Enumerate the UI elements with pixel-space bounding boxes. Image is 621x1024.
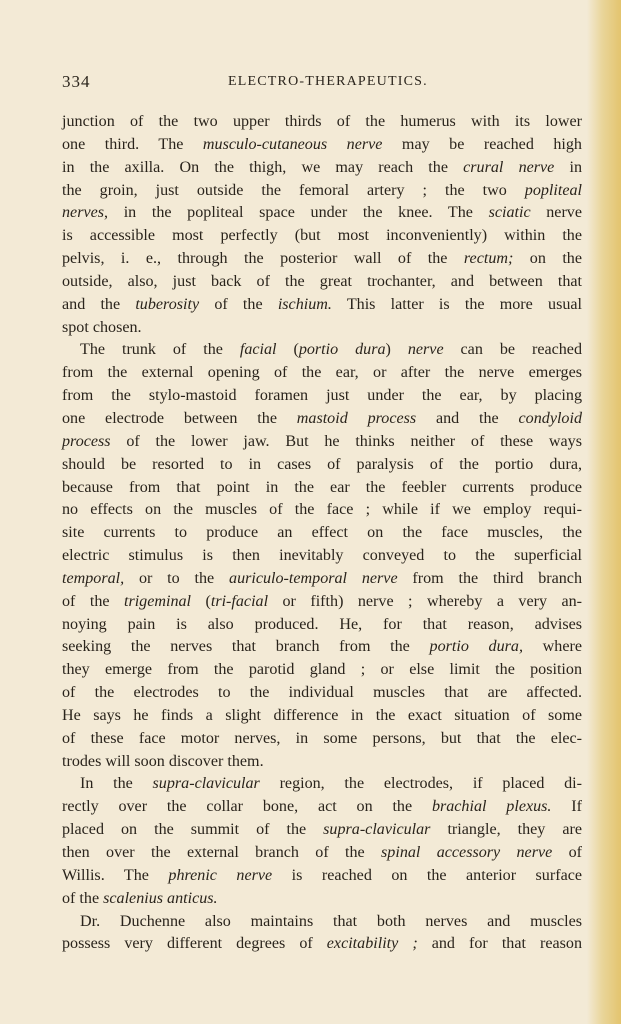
italic-term: condyloid [518, 409, 582, 427]
text-segment: spot chosen. [62, 318, 142, 336]
text-segment: in [554, 158, 583, 176]
text-line [62, 682, 582, 705]
text-segment: placed on the summit of the [62, 821, 324, 839]
text-segment: in the axilla. On the thigh, we may reach the [62, 158, 464, 176]
text-line [62, 454, 582, 477]
italic-term: crural nerve [463, 158, 555, 176]
text-segment: on the [513, 250, 582, 268]
italic-term: tri-facial [210, 592, 269, 610]
text-segment: and the [62, 295, 136, 313]
italic-term: ischium. [277, 295, 332, 313]
italic-term: trigeminal [123, 592, 192, 610]
text-line [62, 773, 582, 796]
text-segment: nerve [530, 204, 583, 222]
text-line [62, 728, 582, 751]
italic-term: brachial plexus. [431, 798, 552, 816]
italic-term: scalenius anticus. [103, 889, 218, 907]
italic-term: sciatic [488, 204, 531, 222]
italic-term: musculo-cutaneous nerve [202, 135, 383, 153]
text-segment: from the stylo-mastoid foramen just under the ear, by placing [62, 387, 582, 405]
text-segment: This latter is the more usual [331, 295, 582, 313]
italic-term: mastoid process [296, 409, 417, 427]
text-segment: one third. The [62, 135, 203, 153]
italic-term: phrenic nerve [168, 866, 273, 884]
text-segment: or to the [124, 569, 230, 587]
text-segment: possess very different degrees of [62, 935, 327, 953]
italic-term: popliteal [524, 181, 582, 199]
text-segment: of the lower jaw. But he thinks neither of these ways [110, 432, 582, 450]
italic-term: process [62, 432, 111, 450]
text-segment: no effects on the muscles of the face ; while if we employ requi- [62, 501, 582, 519]
text-segment: of the [62, 592, 124, 610]
italic-term: portio dura, [429, 638, 523, 656]
text-segment: , in the popliteal space under the knee. The [104, 204, 489, 222]
text-line [62, 339, 582, 362]
text-segment: of the [199, 295, 278, 313]
text-line [62, 545, 582, 568]
text-line [62, 317, 582, 340]
text-segment: and for that reason [417, 935, 583, 953]
text-segment: they emerge from the parotid gland ; or else limit the position [62, 661, 582, 679]
text-line [62, 294, 582, 317]
page-edge-shading [587, 0, 621, 1024]
running-head: ELECTRO-THERAPEUTICS. [228, 74, 428, 89]
text-segment: Willis. The [62, 866, 169, 884]
text-line [62, 636, 582, 659]
text-segment: pelvis, i. e., through the posterior wall of the [62, 250, 464, 268]
text-line [62, 385, 582, 408]
text-segment: If [551, 798, 582, 816]
text-segment: seeking the nerves that branch from the [62, 638, 430, 656]
text-line [62, 362, 582, 385]
text-line [62, 271, 582, 294]
italic-term: excitability ; [326, 935, 418, 953]
page-header [62, 72, 572, 94]
italic-term: supra-clavicular [152, 775, 260, 793]
text-line [62, 180, 582, 203]
text-segment: is accessible most perfectly (but most inconveniently) within the [62, 227, 582, 245]
text-segment: can be reached [443, 341, 582, 359]
page-number: 334 [62, 72, 91, 91]
text-segment: ( [191, 592, 211, 610]
text-line [62, 134, 582, 157]
italic-term: spinal accessory nerve [381, 844, 553, 861]
text-segment: trodes will soon discover them. [62, 752, 264, 770]
text-segment: Dr. Duchenne also maintains that both nerves and muscles [80, 912, 582, 930]
text-segment: The trunk of the [80, 341, 240, 359]
text-segment: and the [416, 409, 519, 427]
text-segment: ( [276, 341, 299, 359]
text-segment: rectly over the collar bone, act on the [62, 798, 432, 816]
text-line [62, 842, 582, 865]
text-line [62, 157, 582, 180]
text-segment: of these face motor nerves, in some persons, but that the elec- [62, 729, 582, 747]
italic-term: temporal, [62, 569, 125, 587]
text-line [62, 705, 582, 728]
text-segment: then over the external branch of the [62, 844, 382, 861]
italic-term: tuberosity [135, 295, 200, 313]
text-segment: ) [385, 341, 408, 359]
text-segment: outside, also, just back of the great trochanter, and between that [62, 272, 582, 290]
text-line [62, 477, 582, 500]
text-segment: may be reached high [382, 135, 582, 153]
text-segment: the groin, just outside the femoral artery ; the two [62, 181, 525, 199]
text-line [62, 865, 582, 888]
text-segment: He says he finds a slight difference in the exact situation of some [62, 706, 582, 724]
text-line [62, 591, 582, 614]
text-segment: of the electrodes to the individual muscles that are affected. [62, 684, 582, 702]
text-line [62, 933, 582, 956]
text-line [62, 659, 582, 682]
italic-term: rectum; [463, 250, 514, 268]
text-segment: of [552, 844, 583, 861]
text-line [62, 522, 582, 545]
italic-term: nerves [62, 204, 105, 222]
text-segment: In the [80, 775, 153, 793]
text-segment: electric stimulus is then inevitably conveyed to the superficial [62, 547, 582, 565]
text-line [62, 911, 582, 934]
text-segment: is reached on the anterior surface [272, 866, 583, 884]
text-line [62, 225, 582, 248]
text-line [62, 248, 582, 271]
text-segment: or fifth) nerve ; whereby a very an- [268, 592, 582, 610]
text-segment: site currents to produce an effect on the face muscles, the [62, 524, 582, 542]
text-segment: because from that point in the ear the feebler currents produce [62, 478, 582, 496]
text-line [62, 614, 582, 637]
text-segment: from the third branch [397, 569, 582, 587]
text-line [62, 408, 582, 431]
text-line [62, 819, 582, 842]
text-line [62, 796, 582, 819]
text-line [62, 888, 582, 911]
body-text [62, 111, 582, 956]
text-segment: of the [62, 889, 104, 907]
italic-term: facial [239, 341, 277, 359]
italic-term: supra-clavicular [323, 821, 431, 839]
text-line [62, 202, 582, 225]
text-segment: should be resorted to in cases of paralysis of the portio dura, [62, 455, 582, 473]
text-line [62, 499, 582, 522]
text-line [62, 568, 582, 591]
italic-term: portio dura [298, 341, 386, 359]
text-line [62, 111, 582, 134]
text-segment: region, the electrodes, if placed di- [259, 775, 582, 793]
text-segment: where [522, 638, 582, 656]
text-segment: triangle, they are [430, 821, 582, 839]
text-segment: junction of the two upper thirds of the humerus with its lower [62, 113, 582, 130]
text-segment: one electrode between the [62, 409, 297, 427]
italic-term: nerve [407, 341, 444, 359]
text-segment: noying pain is also produced. He, for that reason, advises [62, 615, 582, 633]
text-line [62, 751, 582, 774]
text-segment: from the external opening of the ear, or after the nerve emerges [62, 364, 582, 382]
italic-term: auriculo-temporal nerve [229, 569, 398, 587]
text-line [62, 431, 582, 454]
